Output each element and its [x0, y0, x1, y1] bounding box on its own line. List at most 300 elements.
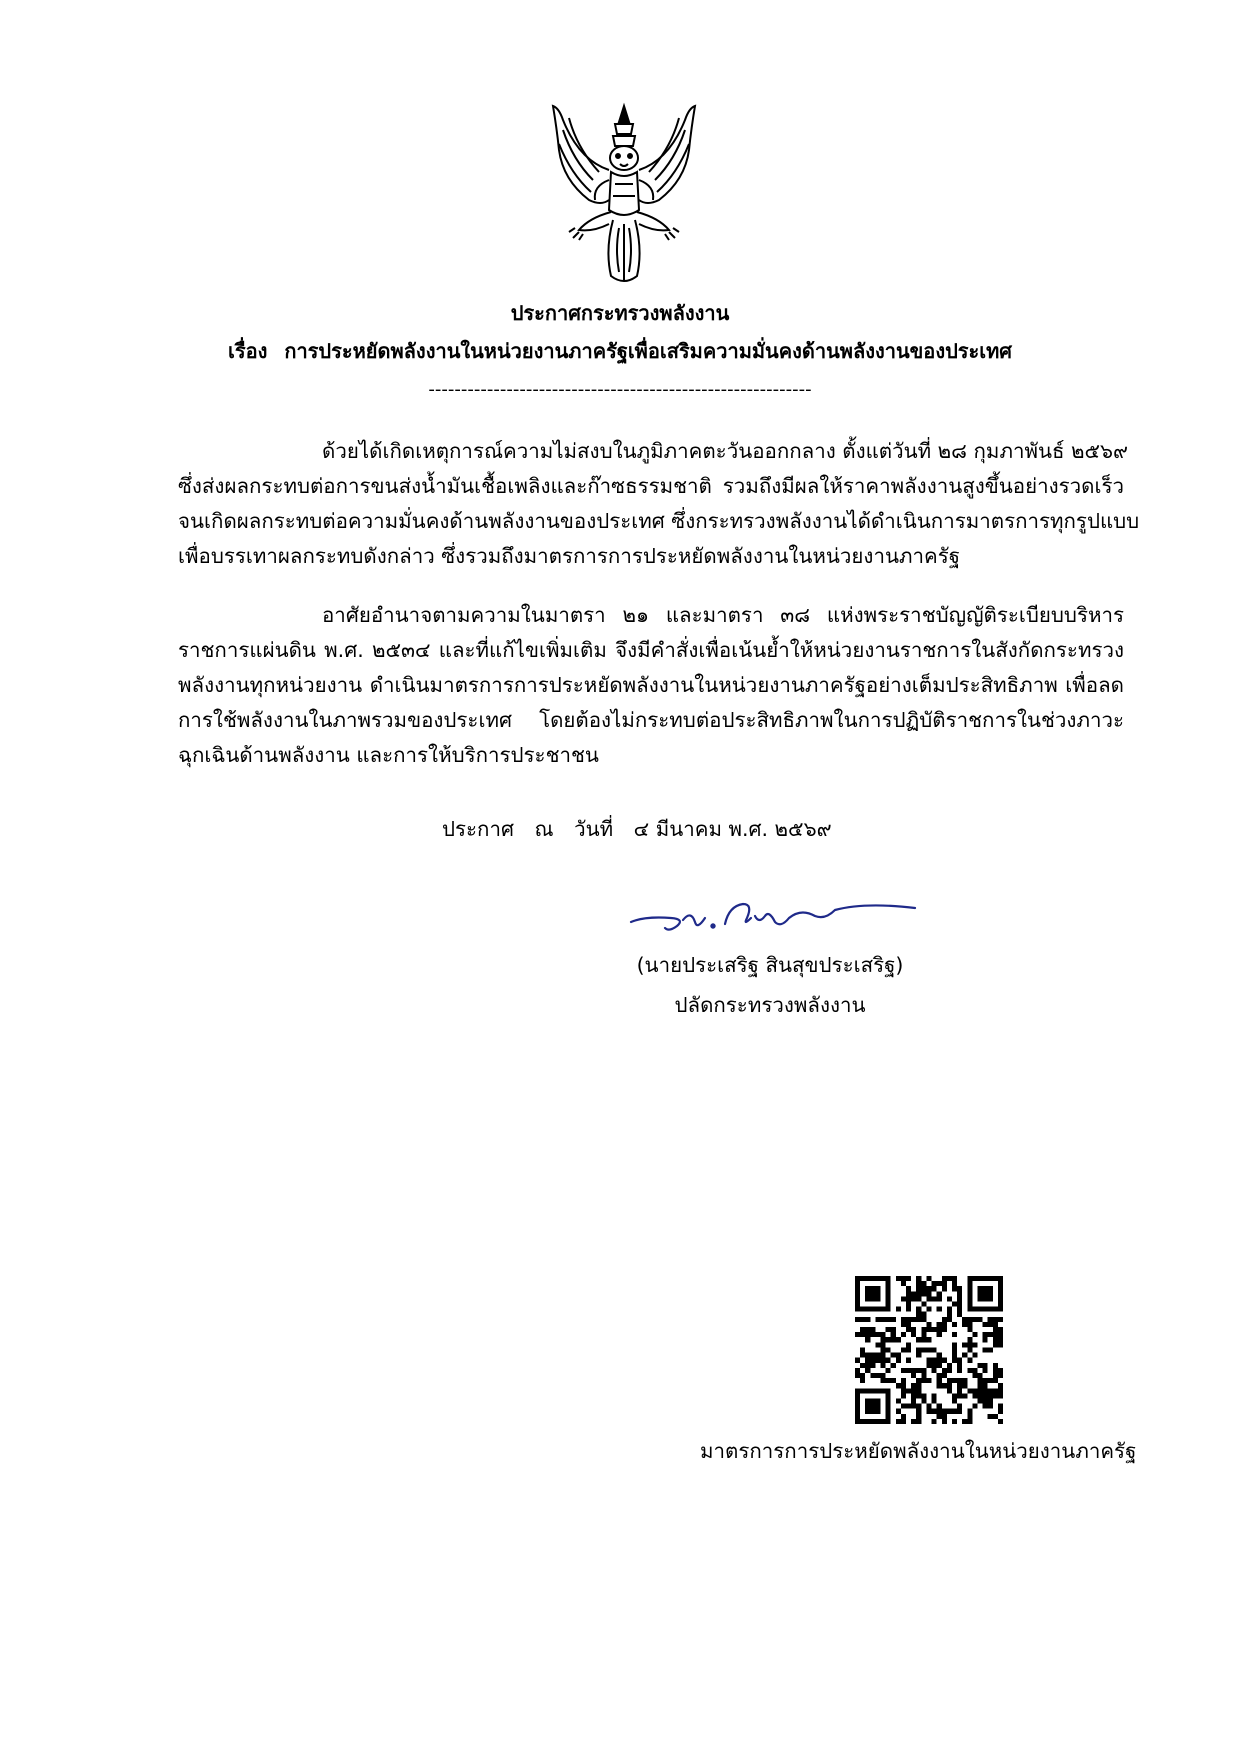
qr-module	[881, 1347, 886, 1352]
qr-module	[972, 1332, 977, 1337]
qr-module	[998, 1393, 1003, 1398]
qr-module	[865, 1409, 870, 1414]
qr-module	[921, 1347, 926, 1352]
qr-module	[962, 1383, 967, 1388]
qr-module	[911, 1419, 916, 1424]
qr-module	[901, 1378, 906, 1383]
qr-module	[921, 1317, 926, 1322]
qr-module	[855, 1373, 860, 1378]
qr-module	[932, 1327, 937, 1332]
qr-module	[926, 1286, 931, 1291]
qr-module	[937, 1307, 942, 1312]
qr-module	[870, 1327, 875, 1332]
qr-module	[967, 1368, 972, 1373]
qr-module	[988, 1332, 993, 1337]
qr-module	[993, 1276, 998, 1281]
qr-module	[926, 1404, 931, 1409]
qr-module	[921, 1281, 926, 1286]
qr-module	[977, 1286, 982, 1291]
qr-module	[855, 1302, 860, 1307]
qr-module	[911, 1393, 916, 1398]
qr-module	[865, 1291, 870, 1296]
title-separator: -----------------------------------------------------------	[428, 379, 812, 400]
announcement-date	[442, 814, 846, 844]
qr-module	[977, 1317, 982, 1322]
qr-module	[967, 1296, 972, 1301]
qr-module	[988, 1276, 993, 1281]
qr-module	[911, 1398, 916, 1403]
qr-module	[998, 1337, 1003, 1342]
qr-module	[901, 1393, 906, 1398]
qr-module	[906, 1368, 911, 1373]
qr-module	[906, 1276, 911, 1281]
qr-module	[998, 1409, 1003, 1414]
qr-module	[906, 1358, 911, 1363]
qr-module	[865, 1398, 870, 1403]
qr-caption: มาตรการการประหยัดพลังงานในหน่วยงานภาครัฐ	[700, 1439, 1137, 1463]
qr-module	[977, 1393, 982, 1398]
qr-module	[947, 1363, 952, 1368]
qr-module	[926, 1276, 931, 1281]
qr-module	[855, 1317, 860, 1322]
qr-module	[947, 1383, 952, 1388]
qr-module	[988, 1414, 993, 1419]
qr-module	[921, 1398, 926, 1403]
qr-module	[983, 1388, 988, 1393]
qr-module	[932, 1281, 937, 1286]
qr-module	[865, 1307, 870, 1312]
qr-module	[952, 1409, 957, 1414]
qr-module	[865, 1332, 870, 1337]
qr-module	[957, 1368, 962, 1373]
qr-module	[977, 1291, 982, 1296]
qr-module	[957, 1388, 962, 1393]
qr-module	[906, 1347, 911, 1352]
qr-module	[942, 1322, 947, 1327]
qr-module	[972, 1373, 977, 1378]
qr-module	[921, 1327, 926, 1332]
qr-module	[942, 1409, 947, 1414]
qr-module	[865, 1353, 870, 1358]
qr-module	[896, 1383, 901, 1388]
qr-module	[937, 1358, 942, 1363]
qr-module	[942, 1276, 947, 1281]
qr-module	[886, 1276, 891, 1281]
qr-module	[916, 1276, 921, 1281]
qr-module	[998, 1317, 1003, 1322]
qr-module	[881, 1342, 886, 1347]
qr-module	[926, 1337, 931, 1342]
qr-module	[875, 1307, 880, 1312]
qr-module	[911, 1296, 916, 1301]
qr-module	[932, 1347, 937, 1352]
qr-module	[886, 1414, 891, 1419]
qr-module	[962, 1342, 967, 1347]
qr-module	[983, 1363, 988, 1368]
qr-module	[952, 1332, 957, 1337]
qr-module	[886, 1398, 891, 1403]
qr-module	[916, 1378, 921, 1383]
qr-module	[962, 1353, 967, 1358]
qr-module	[957, 1378, 962, 1383]
qr-module	[916, 1286, 921, 1291]
qr-module	[926, 1322, 931, 1327]
qr-module	[886, 1368, 891, 1373]
qr-module	[988, 1398, 993, 1403]
qr-module	[881, 1358, 886, 1363]
qr-module	[911, 1327, 916, 1332]
qr-module	[870, 1332, 875, 1337]
qr-module	[860, 1332, 865, 1337]
qr-module	[937, 1291, 942, 1296]
qr-module	[947, 1307, 952, 1312]
qr-module	[916, 1388, 921, 1393]
qr-module	[932, 1296, 937, 1301]
qr-module	[993, 1317, 998, 1322]
qr-module	[916, 1317, 921, 1322]
qr-module	[855, 1291, 860, 1296]
qr-module	[901, 1322, 906, 1327]
qr-module	[921, 1286, 926, 1291]
qr-module	[921, 1332, 926, 1337]
qr-module	[911, 1317, 916, 1322]
qr-module	[983, 1378, 988, 1383]
qr-module	[952, 1302, 957, 1307]
paragraph-line: ด้วยได้เกิดเหตุการณ์ความไม่สงบในภูมิภาคตะวันออกกลาง ตั้งแต่วันที่ ๒๘ กุมภาพันธ์ ๒๕๖๙	[322, 439, 1129, 463]
qr-module	[865, 1404, 870, 1409]
qr-module	[947, 1312, 952, 1317]
qr-module	[947, 1378, 952, 1383]
qr-module	[983, 1404, 988, 1409]
qr-module	[886, 1419, 891, 1424]
qr-module	[921, 1302, 926, 1307]
qr-module	[942, 1286, 947, 1291]
qr-module	[962, 1419, 967, 1424]
qr-module	[977, 1363, 982, 1368]
qr-module	[855, 1281, 860, 1286]
qr-module	[911, 1368, 916, 1373]
qr-module	[983, 1296, 988, 1301]
handwritten-signature	[625, 888, 925, 938]
qr-module	[926, 1358, 931, 1363]
qr-module	[926, 1378, 931, 1383]
qr-code-icon[interactable]	[855, 1276, 1003, 1424]
subject-text: การประหยัดพลังงานในหน่วยงานภาครัฐเพื่อเสริมความมั่นคงด้านพลังงานของประเทศ	[284, 339, 1012, 363]
qr-module	[860, 1276, 865, 1281]
qr-module	[901, 1414, 906, 1419]
paragraph-line: ซึ่งส่งผลกระทบต่อการขนส่งน้ำมันเชื้อเพลิงและก๊าซธรรมชาติ รวมถึงมีผลให้ราคาพลังงานสูงขึ้นอย่างรวดเร็ว	[178, 474, 1124, 498]
qr-module	[865, 1358, 870, 1363]
qr-module	[988, 1291, 993, 1296]
qr-module	[865, 1296, 870, 1301]
qr-module	[881, 1373, 886, 1378]
qr-module	[977, 1383, 982, 1388]
qr-module	[855, 1419, 860, 1424]
announce-date-label: วันที่	[574, 817, 614, 841]
qr-module	[998, 1404, 1003, 1409]
qr-module	[967, 1317, 972, 1322]
qr-module	[896, 1276, 901, 1281]
qr-module	[967, 1342, 972, 1347]
qr-module	[886, 1296, 891, 1301]
qr-module	[983, 1398, 988, 1403]
signer-position: ปลัดกระทรวงพลังงาน	[674, 993, 866, 1017]
qr-module	[865, 1317, 870, 1322]
qr-module	[947, 1276, 952, 1281]
garuda-emblem-icon	[549, 100, 699, 290]
qr-module	[865, 1327, 870, 1332]
qr-module	[865, 1337, 870, 1342]
qr-module	[977, 1388, 982, 1393]
qr-module	[937, 1414, 942, 1419]
qr-module	[860, 1307, 865, 1312]
qr-module	[983, 1276, 988, 1281]
qr-module	[870, 1363, 875, 1368]
qr-module	[916, 1337, 921, 1342]
qr-module	[937, 1383, 942, 1388]
announce-at: ณ	[534, 817, 554, 841]
qr-module	[942, 1383, 947, 1388]
qr-module	[911, 1383, 916, 1388]
qr-module	[983, 1332, 988, 1337]
qr-module	[967, 1409, 972, 1414]
qr-module	[881, 1363, 886, 1368]
qr-module	[870, 1409, 875, 1414]
qr-module	[891, 1332, 896, 1337]
qr-module	[952, 1276, 957, 1281]
qr-module	[998, 1373, 1003, 1378]
qr-module	[921, 1312, 926, 1317]
qr-module	[932, 1368, 937, 1373]
qr-module	[932, 1409, 937, 1414]
qr-module	[993, 1327, 998, 1332]
qr-module	[962, 1378, 967, 1383]
qr-module	[998, 1276, 1003, 1281]
qr-module	[983, 1393, 988, 1398]
qr-module	[870, 1276, 875, 1281]
qr-module	[901, 1281, 906, 1286]
qr-module	[906, 1342, 911, 1347]
qr-module	[952, 1281, 957, 1286]
qr-module	[911, 1332, 916, 1337]
qr-module	[962, 1317, 967, 1322]
qr-module	[988, 1388, 993, 1393]
qr-module	[937, 1409, 942, 1414]
qr-module	[993, 1332, 998, 1337]
qr-module	[916, 1368, 921, 1373]
qr-module	[875, 1317, 880, 1322]
qr-module	[942, 1281, 947, 1286]
qr-module	[916, 1307, 921, 1312]
qr-module	[855, 1393, 860, 1398]
qr-module	[875, 1398, 880, 1403]
qr-module	[875, 1291, 880, 1296]
qr-module	[921, 1373, 926, 1378]
qr-module	[860, 1317, 865, 1322]
qr-module	[998, 1368, 1003, 1373]
qr-module	[855, 1332, 860, 1337]
qr-module	[855, 1368, 860, 1373]
qr-module	[875, 1353, 880, 1358]
qr-module	[870, 1404, 875, 1409]
qr-module	[870, 1291, 875, 1296]
qr-module	[983, 1347, 988, 1352]
qr-module	[932, 1398, 937, 1403]
paragraph-line: ราชการแผ่นดิน พ.ศ. ๒๕๓๔ และที่แก้ไขเพิ่มเติม จึงมีคำสั่งเพื่อเน้นย้ำให้หน่วยงานราชการในสังกัดกระทรวง	[178, 638, 1124, 662]
qr-module	[916, 1393, 921, 1398]
qr-module	[993, 1393, 998, 1398]
qr-module	[932, 1286, 937, 1291]
qr-module	[957, 1302, 962, 1307]
qr-module	[993, 1368, 998, 1373]
qr-module	[952, 1358, 957, 1363]
qr-module	[896, 1419, 901, 1424]
qr-module	[886, 1317, 891, 1322]
qr-module	[870, 1373, 875, 1378]
qr-module	[932, 1393, 937, 1398]
qr-module	[998, 1327, 1003, 1332]
qr-module	[875, 1332, 880, 1337]
qr-module	[916, 1281, 921, 1286]
qr-module	[988, 1307, 993, 1312]
qr-module	[967, 1419, 972, 1424]
qr-module	[891, 1353, 896, 1358]
qr-module	[855, 1388, 860, 1393]
qr-module	[855, 1414, 860, 1419]
qr-module	[901, 1419, 906, 1424]
qr-module	[926, 1327, 931, 1332]
qr-module	[937, 1353, 942, 1358]
qr-module	[926, 1307, 931, 1312]
qr-module	[988, 1378, 993, 1383]
qr-module	[901, 1383, 906, 1388]
qr-module	[967, 1327, 972, 1332]
qr-module	[875, 1404, 880, 1409]
qr-module	[942, 1327, 947, 1332]
qr-module	[881, 1388, 886, 1393]
qr-module	[967, 1281, 972, 1286]
qr-module	[906, 1296, 911, 1301]
qr-module	[983, 1307, 988, 1312]
qr-module	[983, 1368, 988, 1373]
qr-module	[983, 1286, 988, 1291]
qr-module	[911, 1388, 916, 1393]
qr-module	[977, 1276, 982, 1281]
qr-module	[855, 1276, 860, 1281]
qr-module	[988, 1317, 993, 1322]
qr-module	[988, 1404, 993, 1409]
qr-module	[906, 1322, 911, 1327]
qr-module	[906, 1388, 911, 1393]
qr-module	[865, 1276, 870, 1281]
qr-module	[947, 1368, 952, 1373]
qr-module	[886, 1404, 891, 1409]
body-paragraph-1	[178, 434, 1140, 574]
qr-module	[957, 1393, 962, 1398]
qr-module	[977, 1307, 982, 1312]
qr-module	[901, 1332, 906, 1337]
qr-module	[998, 1388, 1003, 1393]
qr-module	[947, 1296, 952, 1301]
qr-module	[855, 1286, 860, 1291]
qr-module	[952, 1347, 957, 1352]
qr-module	[947, 1409, 952, 1414]
qr-module	[967, 1347, 972, 1352]
subject-label: เรื่อง	[228, 339, 268, 363]
qr-module	[972, 1342, 977, 1347]
qr-module	[906, 1302, 911, 1307]
qr-module	[855, 1296, 860, 1301]
qr-module	[967, 1414, 972, 1419]
qr-module	[942, 1358, 947, 1363]
qr-module	[870, 1353, 875, 1358]
qr-module	[998, 1302, 1003, 1307]
qr-module	[870, 1286, 875, 1291]
qr-module	[881, 1353, 886, 1358]
qr-module	[875, 1373, 880, 1378]
qr-module	[860, 1347, 865, 1352]
qr-module	[983, 1383, 988, 1388]
qr-module	[886, 1337, 891, 1342]
qr-module	[901, 1317, 906, 1322]
qr-module	[993, 1337, 998, 1342]
qr-module	[896, 1353, 901, 1358]
qr-module	[860, 1373, 865, 1378]
qr-module	[977, 1378, 982, 1383]
qr-module	[896, 1307, 901, 1312]
qr-module	[983, 1291, 988, 1296]
qr-module	[937, 1322, 942, 1327]
qr-module	[947, 1388, 952, 1393]
qr-module	[916, 1383, 921, 1388]
qr-module	[860, 1363, 865, 1368]
qr-module	[865, 1419, 870, 1424]
qr-module	[860, 1353, 865, 1358]
qr-module	[983, 1337, 988, 1342]
qr-module	[901, 1404, 906, 1409]
document-subject	[140, 336, 1100, 366]
qr-module	[926, 1296, 931, 1301]
qr-module	[972, 1276, 977, 1281]
qr-module	[967, 1276, 972, 1281]
qr-module	[998, 1332, 1003, 1337]
qr-module	[881, 1337, 886, 1342]
qr-module	[886, 1327, 891, 1332]
qr-module	[906, 1317, 911, 1322]
paragraph-line: พลังงานทุกหน่วยงาน ดำเนินมาตรการการประหยัดพลังงานในหน่วยงานภาครัฐอย่างเต็มประสิทธิภาพ เพื่อลด	[178, 673, 1124, 697]
qr-module	[952, 1286, 957, 1291]
qr-module	[916, 1347, 921, 1352]
qr-module	[957, 1404, 962, 1409]
qr-module	[916, 1312, 921, 1317]
qr-module	[977, 1296, 982, 1301]
qr-module	[881, 1276, 886, 1281]
qr-module	[901, 1296, 906, 1301]
qr-module	[942, 1419, 947, 1424]
qr-module	[921, 1378, 926, 1383]
qr-module	[870, 1388, 875, 1393]
qr-module	[875, 1419, 880, 1424]
qr-module	[896, 1337, 901, 1342]
qr-module	[967, 1291, 972, 1296]
signer-name: (นายประเสริฐ สินสุขประเสริฐ)	[636, 953, 904, 977]
qr-module	[891, 1378, 896, 1383]
qr-module	[952, 1393, 957, 1398]
paragraph-line: เพื่อบรรเทาผลกระทบดังกล่าว ซึ่งรวมถึงมาตรการการประหยัดพลังงานในหน่วยงานภาครัฐ	[178, 544, 961, 568]
qr-module	[870, 1307, 875, 1312]
qr-module	[932, 1419, 937, 1424]
qr-module	[865, 1286, 870, 1291]
